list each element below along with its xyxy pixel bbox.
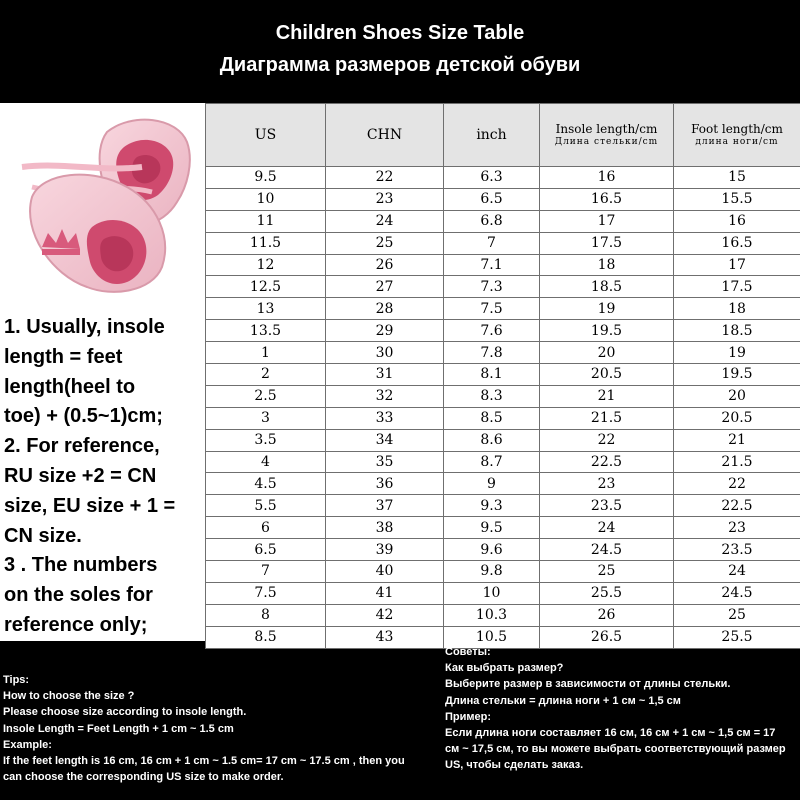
cell-inch: 9.3 — [444, 495, 540, 517]
cell-foot: 16.5 — [674, 232, 800, 254]
cell-foot: 25 — [674, 604, 800, 626]
table-row — [206, 582, 800, 604]
table-row — [206, 232, 800, 254]
size-table — [205, 103, 800, 649]
cell-foot: 22.5 — [674, 495, 800, 517]
note-line: length = feet — [4, 345, 123, 368]
cell-chn: 43 — [326, 626, 444, 648]
cell-foot: 18.5 — [674, 320, 800, 342]
tip-line: см ~ 17,5 см, то вы можете выбрать соответствующий размер — [445, 743, 786, 756]
tips-russian — [445, 644, 797, 774]
tip-line: Example: — [3, 738, 52, 751]
cell-foot: 20.5 — [674, 407, 800, 429]
cell-foot: 20 — [674, 385, 800, 407]
cell-chn: 37 — [326, 495, 444, 517]
header-insole-ru: Длина стельки/cm — [554, 137, 659, 147]
cell-inch: 10.3 — [444, 604, 540, 626]
cell-insole: 20 — [540, 342, 674, 364]
note-line: size, EU size + 1 = — [4, 494, 176, 517]
tip-line: Длина стельки = длина ноги + 1 см ~ 1,5 см — [445, 694, 681, 707]
cell-inch: 9.5 — [444, 517, 540, 539]
cell-insole: 18 — [540, 254, 674, 276]
cell-chn: 25 — [326, 232, 444, 254]
cell-foot: 16 — [674, 210, 800, 232]
cell-insole: 23.5 — [540, 495, 674, 517]
header-foot-ru: длина ноги/cm — [695, 137, 779, 147]
cell-chn: 30 — [326, 342, 444, 364]
cell-chn: 40 — [326, 561, 444, 583]
cell-us: 7.5 — [206, 582, 326, 604]
table-row — [206, 320, 800, 342]
cell-us: 2 — [206, 364, 326, 386]
note-line: toe) + (0.5~1)cm; — [4, 405, 163, 428]
cell-foot: 21.5 — [674, 451, 800, 473]
table-row — [206, 429, 800, 451]
cell-inch: 9.6 — [444, 539, 540, 561]
cell-foot: 17.5 — [674, 276, 800, 298]
cell-chn: 29 — [326, 320, 444, 342]
cell-chn: 33 — [326, 407, 444, 429]
cell-us: 3.5 — [206, 429, 326, 451]
table-header-row — [206, 104, 800, 167]
cell-chn: 28 — [326, 298, 444, 320]
cell-inch: 6.3 — [444, 167, 540, 189]
title-russian: Диаграмма размеров детской обуви — [219, 54, 581, 76]
cell-foot: 17 — [674, 254, 800, 276]
cell-us: 13 — [206, 298, 326, 320]
cell-chn: 36 — [326, 473, 444, 495]
cell-chn: 22 — [326, 167, 444, 189]
cell-foot: 19.5 — [674, 364, 800, 386]
cell-foot: 24 — [674, 561, 800, 583]
cell-inch: 9.8 — [444, 561, 540, 583]
header-inch: inch — [444, 104, 540, 167]
cell-inch: 6.5 — [444, 188, 540, 210]
cell-insole: 21 — [540, 385, 674, 407]
cell-inch: 7.6 — [444, 320, 540, 342]
table-row — [206, 539, 800, 561]
cell-chn: 24 — [326, 210, 444, 232]
tip-line: How to choose the size ? — [3, 690, 135, 703]
title-english: Children Shoes Size Table — [275, 22, 525, 44]
cell-insole: 22 — [540, 429, 674, 451]
cell-insole: 17.5 — [540, 232, 674, 254]
table-row — [206, 451, 800, 473]
cell-insole: 26.5 — [540, 626, 674, 648]
table-row — [206, 517, 800, 539]
header-insole — [540, 104, 674, 167]
tip-line: Tips: — [3, 674, 30, 686]
cell-us: 11 — [206, 210, 326, 232]
note-line: on the soles for — [4, 584, 153, 607]
note-line: RU size +2 = CN — [4, 464, 157, 487]
cell-us: 6 — [206, 517, 326, 539]
header-foot-en: Foot length/cm — [691, 122, 783, 136]
tip-line: If the feet length is 16 cm, 16 cm + 1 cm ~ 1.5 cm= 17 cm ~ 17.5 cm , then you — [3, 755, 405, 768]
cell-insole: 16.5 — [540, 188, 674, 210]
cell-insole: 24 — [540, 517, 674, 539]
cell-insole: 25.5 — [540, 582, 674, 604]
cell-us: 9.5 — [206, 167, 326, 189]
left-panel — [0, 103, 205, 641]
cell-insole: 23 — [540, 473, 674, 495]
cell-insole: 17 — [540, 210, 674, 232]
tip-line: Если длина ноги составляет 16 см, 16 см + 1 см ~ 1,5 см = 17 — [445, 727, 776, 740]
cell-us: 13.5 — [206, 320, 326, 342]
tip-line: Please choose size according to insole length. — [3, 706, 247, 719]
cell-inch: 9 — [444, 473, 540, 495]
cell-chn: 42 — [326, 604, 444, 626]
header-insole-en: Insole length/cm — [555, 122, 658, 136]
table-row — [206, 188, 800, 210]
cell-insole: 22.5 — [540, 451, 674, 473]
cell-foot: 25.5 — [674, 626, 800, 648]
cell-foot: 21 — [674, 429, 800, 451]
table-row — [206, 298, 800, 320]
cell-us: 4 — [206, 451, 326, 473]
cell-inch: 8.6 — [444, 429, 540, 451]
cell-inch: 7.5 — [444, 298, 540, 320]
cell-chn: 23 — [326, 188, 444, 210]
table-row — [206, 473, 800, 495]
cell-insole: 18.5 — [540, 276, 674, 298]
cell-chn: 39 — [326, 539, 444, 561]
cell-foot: 19 — [674, 342, 800, 364]
cell-us: 4.5 — [206, 473, 326, 495]
cell-inch: 8.3 — [444, 385, 540, 407]
cell-us: 10 — [206, 188, 326, 210]
cell-us: 12.5 — [206, 276, 326, 298]
cell-us: 5.5 — [206, 495, 326, 517]
cell-foot: 18 — [674, 298, 800, 320]
cell-chn: 41 — [326, 582, 444, 604]
cell-chn: 35 — [326, 451, 444, 473]
table-row — [206, 254, 800, 276]
tip-line: Советы: — [445, 646, 491, 658]
cell-inch: 10 — [444, 582, 540, 604]
note-line: 1. Usually, insole — [4, 316, 165, 338]
header-chn: CHN — [326, 104, 444, 167]
cell-us: 1 — [206, 342, 326, 364]
cell-chn: 32 — [326, 385, 444, 407]
table-row — [206, 407, 800, 429]
tip-line: Как выбрать размер? — [445, 662, 564, 675]
cell-foot: 23 — [674, 517, 800, 539]
table-row — [206, 495, 800, 517]
table-row — [206, 342, 800, 364]
table-row — [206, 385, 800, 407]
cell-insole: 25 — [540, 561, 674, 583]
header-us: US — [206, 104, 326, 167]
cell-us: 7 — [206, 561, 326, 583]
cell-us: 8.5 — [206, 626, 326, 648]
tip-line: Выберите размер в зависимости от длины стельки. — [445, 678, 731, 691]
table-row — [206, 604, 800, 626]
size-table-body — [206, 167, 800, 649]
cell-us: 11.5 — [206, 232, 326, 254]
note-line: CN size. — [4, 524, 82, 547]
cell-inch: 7.8 — [444, 342, 540, 364]
table-row — [206, 276, 800, 298]
cell-chn: 26 — [326, 254, 444, 276]
cell-us: 12 — [206, 254, 326, 276]
cell-inch: 8.7 — [444, 451, 540, 473]
cell-inch: 6.8 — [444, 210, 540, 232]
table-row — [206, 561, 800, 583]
cell-foot: 22 — [674, 473, 800, 495]
cell-us: 6.5 — [206, 539, 326, 561]
tip-line: US, чтобы сделать заказ. — [445, 759, 584, 772]
cell-chn: 31 — [326, 364, 444, 386]
cell-insole: 24.5 — [540, 539, 674, 561]
cell-inch: 8.1 — [444, 364, 540, 386]
cell-insole: 19.5 — [540, 320, 674, 342]
ballet-shoes-image — [12, 107, 197, 297]
cell-chn: 34 — [326, 429, 444, 451]
cell-chn: 27 — [326, 276, 444, 298]
note-line: 3 . The numbers — [4, 554, 158, 577]
cell-inch: 7.3 — [444, 276, 540, 298]
cell-inch: 7 — [444, 232, 540, 254]
tip-line: Пример: — [445, 710, 492, 723]
cell-insole: 21.5 — [540, 407, 674, 429]
note-line: reference only; — [4, 613, 148, 636]
note-line: length(heel to — [4, 375, 136, 398]
tips-english — [3, 672, 443, 785]
cell-inch: 7.1 — [444, 254, 540, 276]
cell-us: 3 — [206, 407, 326, 429]
size-notes — [4, 313, 204, 641]
cell-inch: 8.5 — [444, 407, 540, 429]
cell-insole: 19 — [540, 298, 674, 320]
cell-foot: 15.5 — [674, 188, 800, 210]
cell-us: 2.5 — [206, 385, 326, 407]
cell-insole: 20.5 — [540, 364, 674, 386]
cell-chn: 38 — [326, 517, 444, 539]
page-header — [0, 0, 800, 103]
header-foot — [674, 104, 800, 167]
table-row — [206, 364, 800, 386]
cell-foot: 15 — [674, 167, 800, 189]
cell-foot: 23.5 — [674, 539, 800, 561]
note-line: 2. For reference, — [4, 435, 160, 458]
cell-insole: 16 — [540, 167, 674, 189]
cell-foot: 24.5 — [674, 582, 800, 604]
cell-insole: 26 — [540, 604, 674, 626]
cell-inch: 10.5 — [444, 626, 540, 648]
cell-us: 8 — [206, 604, 326, 626]
table-row — [206, 210, 800, 232]
table-row — [206, 167, 800, 189]
tip-line: Insole Length = Feet Length + 1 cm ~ 1.5 cm — [3, 722, 234, 735]
tip-line: can choose the corresponding US size to make order. — [3, 771, 284, 784]
